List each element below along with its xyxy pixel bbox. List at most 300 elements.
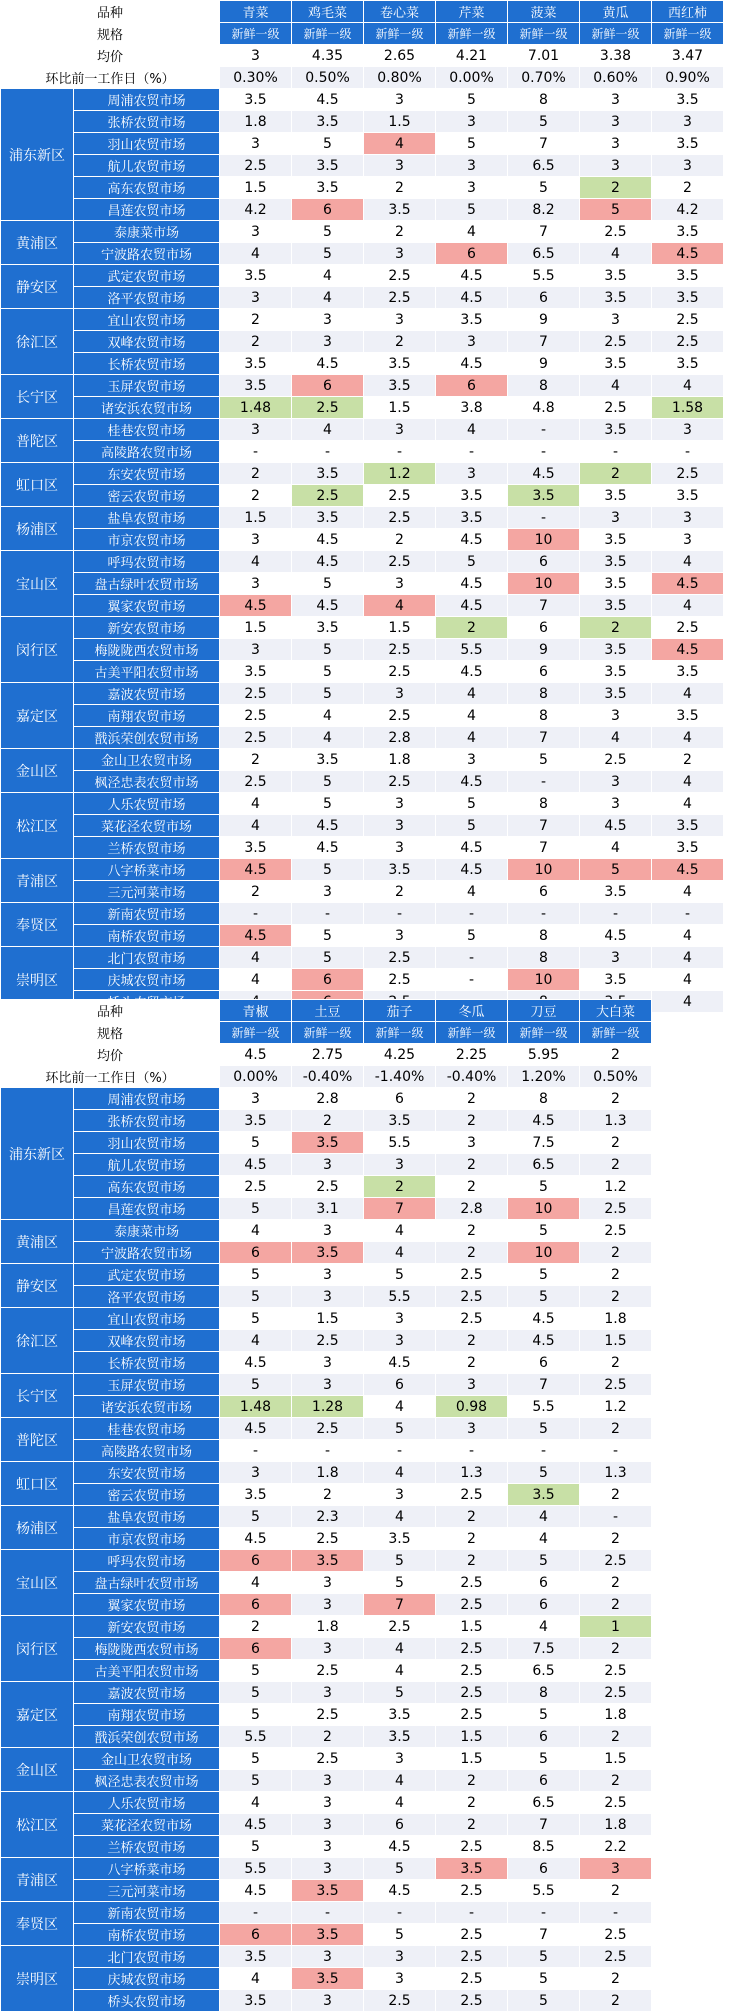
price-cell: 3.5: [580, 683, 652, 705]
price-cell: 3: [364, 419, 436, 441]
table-row: [1, 375, 724, 397]
change-label: 环比前一工作日（%）: [1, 1066, 220, 1088]
price-cell: 5: [364, 1858, 436, 1880]
price-cell: 3.5: [508, 1484, 580, 1506]
price-cell: 5: [220, 1198, 292, 1220]
price-cell: 3.5: [580, 969, 652, 991]
market-name: 翼家农贸市场: [74, 1594, 220, 1616]
price-cell: 2.5: [292, 1660, 364, 1682]
change-cell: 0.00%: [436, 67, 508, 89]
table-row: [1, 793, 724, 815]
district-name: 嘉定区: [1, 683, 74, 749]
price-cell: 3: [292, 1858, 364, 1880]
avg-price-cell: 4.5: [220, 1044, 292, 1066]
price-cell: 3: [436, 749, 508, 771]
price-cell: 8: [508, 375, 580, 397]
price-cell: 6: [364, 1374, 436, 1396]
price-cell: 4.5: [220, 1154, 292, 1176]
price-cell: 3.5: [580, 881, 652, 903]
price-cell: 2: [580, 1286, 652, 1308]
price-cell: 3: [436, 111, 508, 133]
price-cell: 8.5: [508, 1836, 580, 1858]
market-name: 菜花泾农贸市场: [74, 1814, 220, 1836]
price-cell: 3: [364, 793, 436, 815]
price-cell: -: [580, 1506, 652, 1528]
market-name: 洛平农贸市场: [74, 287, 220, 309]
price-cell: 2.5: [292, 1330, 364, 1352]
price-cell: 3: [580, 793, 652, 815]
avg-price-cell: 2.25: [436, 1044, 508, 1066]
district-name: 金山区: [1, 749, 74, 793]
price-cell: 5: [580, 199, 652, 221]
price-cell: 2: [292, 1110, 364, 1132]
table-row: [1, 1418, 652, 1440]
price-cell: -: [652, 441, 724, 463]
market-name: 东安农贸市场: [74, 1462, 220, 1484]
price-cell: 2.5: [436, 1286, 508, 1308]
price-cell: 2.5: [652, 331, 724, 353]
price-cell: 3: [364, 837, 436, 859]
price-cell: 3.8: [436, 397, 508, 419]
price-cell: 2: [580, 1968, 652, 1990]
table-row: [1, 1154, 652, 1176]
price-cell: 5: [508, 1220, 580, 1242]
price-cell: 2.5: [436, 1572, 508, 1594]
price-cell: 4.5: [436, 353, 508, 375]
price-cell: 2.5: [364, 1990, 436, 2012]
price-cell: 4: [220, 1792, 292, 1814]
district-name: 奉贤区: [1, 1902, 74, 1946]
price-cell: 2.5: [364, 551, 436, 573]
price-cell: 3: [580, 705, 652, 727]
price-cell: 4.2: [652, 199, 724, 221]
district-name: 虹口区: [1, 463, 74, 507]
price-cell: 5: [364, 1550, 436, 1572]
price-cell: 3: [220, 573, 292, 595]
price-cell: 9: [508, 309, 580, 331]
price-cell: 4.5: [220, 1528, 292, 1550]
price-cell: 6: [292, 199, 364, 221]
price-cell: 0.98: [436, 1396, 508, 1418]
price-cell: 2: [580, 1264, 652, 1286]
price-cell: 2.5: [652, 309, 724, 331]
price-cell: 3: [220, 419, 292, 441]
price-cell: 2.5: [292, 1418, 364, 1440]
price-cell: 4.5: [580, 815, 652, 837]
price-cell: 3: [364, 1330, 436, 1352]
price-cell: 7: [508, 331, 580, 353]
price-cell: -: [364, 903, 436, 925]
change-cell: 0.30%: [220, 67, 292, 89]
market-name: 兰桥农贸市场: [74, 1836, 220, 1858]
price-cell: 1.5: [220, 507, 292, 529]
table-row: [1, 1902, 652, 1924]
price-cell: 3.5: [220, 1990, 292, 2012]
price-cell: -: [436, 969, 508, 991]
table-row: [1, 287, 724, 309]
price-cell: 2: [436, 1506, 508, 1528]
price-cell: 3.5: [652, 265, 724, 287]
price-cell: 5: [292, 859, 364, 881]
spec-label: 规格: [1, 23, 220, 45]
price-cell: 6: [508, 661, 580, 683]
price-cell: 3: [292, 309, 364, 331]
market-name: 新安农贸市场: [74, 617, 220, 639]
price-cell: 3: [292, 1352, 364, 1374]
price-cell: 4.5: [292, 353, 364, 375]
price-cell: 8: [508, 1088, 580, 1110]
price-cell: 3: [364, 1748, 436, 1770]
price-cell: 2: [580, 1726, 652, 1748]
price-cell: 3: [580, 507, 652, 529]
district-name: 黄浦区: [1, 221, 74, 265]
header-row: [1, 1044, 652, 1066]
change-cell: -0.40%: [292, 1066, 364, 1088]
price-cell: 6: [436, 243, 508, 265]
price-cell: 2: [580, 1528, 652, 1550]
price-cell: 5: [364, 1682, 436, 1704]
price-cell: 7: [508, 1814, 580, 1836]
price-cell: 4: [364, 1660, 436, 1682]
price-cell: 3: [364, 309, 436, 331]
district-name: 青浦区: [1, 1858, 74, 1902]
price-cell: -: [436, 947, 508, 969]
price-cell: 4: [220, 243, 292, 265]
price-cell: 2.5: [292, 485, 364, 507]
market-name: 密云农贸市场: [74, 1484, 220, 1506]
table-row: [1, 1220, 652, 1242]
price-cell: 2.5: [220, 771, 292, 793]
market-name: 枫泾忠表农贸市场: [74, 1770, 220, 1792]
price-cell: 4: [364, 1462, 436, 1484]
price-cell: 5: [220, 1264, 292, 1286]
price-cell: 2.5: [580, 331, 652, 353]
table-row: [1, 1088, 652, 1110]
price-cell: 4.8: [508, 397, 580, 419]
district-name: 崇明区: [1, 1946, 74, 2012]
change-cell: 0.00%: [220, 1066, 292, 1088]
price-cell: 4.5: [436, 771, 508, 793]
price-cell: 3: [292, 1770, 364, 1792]
price-cell: 7: [508, 221, 580, 243]
price-cell: 4.5: [436, 287, 508, 309]
change-cell: -0.40%: [436, 1066, 508, 1088]
change-cell: 0.50%: [580, 1066, 652, 1088]
price-cell: 1.5: [292, 1308, 364, 1330]
price-cell: 2.5: [292, 397, 364, 419]
price-cell: 3: [292, 1946, 364, 1968]
price-cell: -: [508, 507, 580, 529]
price-cell: 4.5: [220, 1814, 292, 1836]
price-cell: 4.5: [580, 925, 652, 947]
price-cell: 3: [436, 331, 508, 353]
header-row: [1, 45, 724, 67]
price-cell: 2: [364, 177, 436, 199]
market-name: 北门农贸市场: [74, 1946, 220, 1968]
table-row: [1, 639, 724, 661]
price-cell: 1.8: [364, 749, 436, 771]
price-cell: 5: [508, 1418, 580, 1440]
price-cell: 3: [580, 89, 652, 111]
price-cell: 3: [580, 155, 652, 177]
price-cell: 3.5: [364, 1528, 436, 1550]
price-cell: 3: [436, 1132, 508, 1154]
price-cell: 6: [364, 1814, 436, 1836]
price-cell: 8: [508, 793, 580, 815]
price-cell: 3: [652, 529, 724, 551]
price-cell: 2.5: [364, 947, 436, 969]
price-cell: 1.8: [220, 111, 292, 133]
price-cell: 4.5: [220, 1880, 292, 1902]
price-cell: 2: [436, 1792, 508, 1814]
price-cell: 4.5: [652, 243, 724, 265]
price-cell: 1.58: [652, 397, 724, 419]
price-cell: 9: [508, 639, 580, 661]
price-cell: -: [580, 1440, 652, 1462]
price-cell: 4.5: [292, 815, 364, 837]
price-cell: 3.5: [580, 353, 652, 375]
market-name: 新南农贸市场: [74, 1902, 220, 1924]
table-row: [1, 177, 724, 199]
market-name: 古美平阳农贸市场: [74, 1660, 220, 1682]
price-cell: 2: [220, 309, 292, 331]
avg-price-cell: 3.38: [580, 45, 652, 67]
market-name: 张桥农贸市场: [74, 1110, 220, 1132]
price-cell: 4: [364, 1242, 436, 1264]
header-row: [1, 1066, 652, 1088]
table-row: [1, 573, 724, 595]
price-cell: 3.5: [580, 551, 652, 573]
price-cell: 4: [364, 1792, 436, 1814]
header-row: [1, 1, 724, 23]
price-cell: 3.5: [364, 1704, 436, 1726]
price-cell: 4.5: [220, 1352, 292, 1374]
price-cell: 2: [652, 177, 724, 199]
table-row: [1, 1264, 652, 1286]
price-cell: 3.5: [364, 1110, 436, 1132]
price-cell: 3: [364, 155, 436, 177]
market-name: 呼玛农贸市场: [74, 1550, 220, 1572]
table-row: [1, 463, 724, 485]
price-cell: 2: [364, 529, 436, 551]
market-name: 盘古绿叶农贸市场: [74, 573, 220, 595]
avg-price-cell: 2.65: [364, 45, 436, 67]
price-cell: 4: [580, 727, 652, 749]
price-cell: 2: [436, 1352, 508, 1374]
price-cell: 5.5: [508, 1396, 580, 1418]
price-cell: 3: [364, 815, 436, 837]
price-cell: -: [292, 903, 364, 925]
price-cell: 5: [292, 793, 364, 815]
price-cell: 6.5: [508, 1154, 580, 1176]
change-cell: 1.20%: [508, 1066, 580, 1088]
price-cell: 7: [508, 727, 580, 749]
price-cell: 4: [580, 375, 652, 397]
price-cell: 3.5: [292, 507, 364, 529]
price-cell: 3.1: [292, 1198, 364, 1220]
spec-cell: 新鲜一级: [292, 23, 364, 45]
price-cell: 3.5: [652, 221, 724, 243]
district-name: 闵行区: [1, 1616, 74, 1682]
price-cell: 2.3: [292, 1506, 364, 1528]
price-cell: 6: [508, 287, 580, 309]
price-cell: 4: [436, 221, 508, 243]
price-cell: 7: [508, 837, 580, 859]
table-row: [1, 155, 724, 177]
price-cell: 5.5: [364, 1286, 436, 1308]
price-cell: 4.5: [508, 463, 580, 485]
price-cell: 5: [292, 661, 364, 683]
price-cell: 3: [292, 1836, 364, 1858]
avg-price-cell: 3.47: [652, 45, 724, 67]
price-cell: 7.5: [508, 1132, 580, 1154]
price-cell: 3: [292, 1264, 364, 1286]
district-name: 闵行区: [1, 617, 74, 683]
price-cell: 3.5: [580, 573, 652, 595]
table-row: [1, 1550, 652, 1572]
table-row: [1, 111, 724, 133]
district-name: 宝山区: [1, 1550, 74, 1616]
price-cell: 5: [220, 1286, 292, 1308]
price-cell: 3.5: [292, 111, 364, 133]
price-cell: 2.5: [436, 1682, 508, 1704]
price-cell: 6: [220, 1594, 292, 1616]
market-name: 桥头农贸市场: [74, 1990, 220, 2012]
price-cell: 5: [364, 1572, 436, 1594]
table-row: [1, 617, 724, 639]
price-cell: 3.5: [364, 859, 436, 881]
table-row: [1, 1110, 652, 1132]
price-cell: 5: [292, 925, 364, 947]
price-cell: 4: [364, 1638, 436, 1660]
price-cell: 3: [580, 309, 652, 331]
market-name: 玉屏农贸市场: [74, 375, 220, 397]
price-cell: 3: [364, 1484, 436, 1506]
price-cell: 2.5: [220, 1176, 292, 1198]
table-row: [1, 969, 724, 991]
price-cell: 5.5: [220, 1858, 292, 1880]
price-cell: 5: [220, 1682, 292, 1704]
price-cell: 5: [508, 1704, 580, 1726]
table-row: [1, 1836, 652, 1858]
price-cell: 2: [580, 1594, 652, 1616]
price-cell: 2.5: [220, 155, 292, 177]
table-row: [1, 1704, 652, 1726]
price-cell: 2: [436, 1154, 508, 1176]
spec-cell: 新鲜一级: [652, 23, 724, 45]
price-cell: 3: [220, 133, 292, 155]
market-name: 武定农贸市场: [74, 1264, 220, 1286]
product-name: 土豆: [292, 1000, 364, 1022]
price-cell: 3.5: [364, 375, 436, 397]
price-cell: 3.5: [652, 815, 724, 837]
price-cell: -: [508, 1440, 580, 1462]
table-row: [1, 1990, 652, 2012]
price-cell: 1.5: [364, 111, 436, 133]
table-row: [1, 309, 724, 331]
price-cell: 4.5: [508, 1308, 580, 1330]
price-cell: 1.5: [220, 617, 292, 639]
price-cell: -: [364, 1902, 436, 1924]
price-cell: 5: [508, 1550, 580, 1572]
market-name: 菜花泾农贸市场: [74, 815, 220, 837]
price-cell: 3.5: [652, 353, 724, 375]
district-name: 金山区: [1, 1748, 74, 1792]
price-cell: 3.5: [652, 661, 724, 683]
price-cell: 2.5: [220, 727, 292, 749]
price-cell: 3: [292, 331, 364, 353]
price-table-2: [0, 999, 652, 2012]
spec-cell: 新鲜一级: [436, 1022, 508, 1044]
price-cell: 2: [580, 1154, 652, 1176]
price-cell: 2.5: [364, 661, 436, 683]
price-cell: 3.5: [292, 749, 364, 771]
price-cell: 5: [220, 1374, 292, 1396]
table-row: [1, 1792, 652, 1814]
table-row: [1, 1308, 652, 1330]
price-cell: 2.5: [580, 1924, 652, 1946]
change-cell: 0.60%: [580, 67, 652, 89]
price-cell: 4: [436, 727, 508, 749]
price-cell: 2.5: [364, 485, 436, 507]
price-cell: 2.5: [580, 1682, 652, 1704]
price-cell: 1.3: [436, 1462, 508, 1484]
price-cell: 4.5: [364, 1880, 436, 1902]
change-label: 环比前一工作日（%）: [1, 67, 220, 89]
price-cell: 1.5: [220, 177, 292, 199]
avg-label: 均价: [1, 45, 220, 67]
market-name: 三元河菜市场: [74, 1880, 220, 1902]
price-cell: -: [364, 441, 436, 463]
price-cell: 5: [292, 771, 364, 793]
district-name: 徐汇区: [1, 1308, 74, 1374]
price-cell: 4.5: [220, 1418, 292, 1440]
market-name: 南桥农贸市场: [74, 1924, 220, 1946]
price-cell: 4.5: [364, 1836, 436, 1858]
price-cell: 1.5: [436, 1748, 508, 1770]
table-row: [1, 1330, 652, 1352]
table-row: [1, 441, 724, 463]
table-row: [1, 859, 724, 881]
spec-cell: 新鲜一级: [364, 1022, 436, 1044]
price-cell: 3.5: [364, 199, 436, 221]
price-cell: 3.5: [580, 661, 652, 683]
price-cell: 2.5: [580, 221, 652, 243]
market-name: 航儿农贸市场: [74, 155, 220, 177]
market-name: 人乐农贸市场: [74, 793, 220, 815]
table-row: [1, 947, 724, 969]
market-name: 戬浜荣创农贸市场: [74, 727, 220, 749]
market-name: 周浦农贸市场: [74, 89, 220, 111]
price-cell: 3: [580, 947, 652, 969]
price-cell: 2: [292, 1726, 364, 1748]
district-name: 普陀区: [1, 419, 74, 463]
price-cell: 5.5: [220, 1726, 292, 1748]
price-cell: 4.5: [436, 661, 508, 683]
price-cell: 4.5: [292, 837, 364, 859]
district-name: 嘉定区: [1, 1682, 74, 1748]
price-cell: 5: [220, 1132, 292, 1154]
market-name: 庆城农贸市场: [74, 969, 220, 991]
market-name: 诸安浜农贸市场: [74, 397, 220, 419]
market-name: 双峰农贸市场: [74, 331, 220, 353]
table-row: [1, 1286, 652, 1308]
price-cell: 5: [292, 573, 364, 595]
price-cell: 1.8: [580, 1704, 652, 1726]
price-cell: 2.5: [580, 749, 652, 771]
price-cell: 2: [436, 1550, 508, 1572]
price-cell: 3: [292, 1154, 364, 1176]
